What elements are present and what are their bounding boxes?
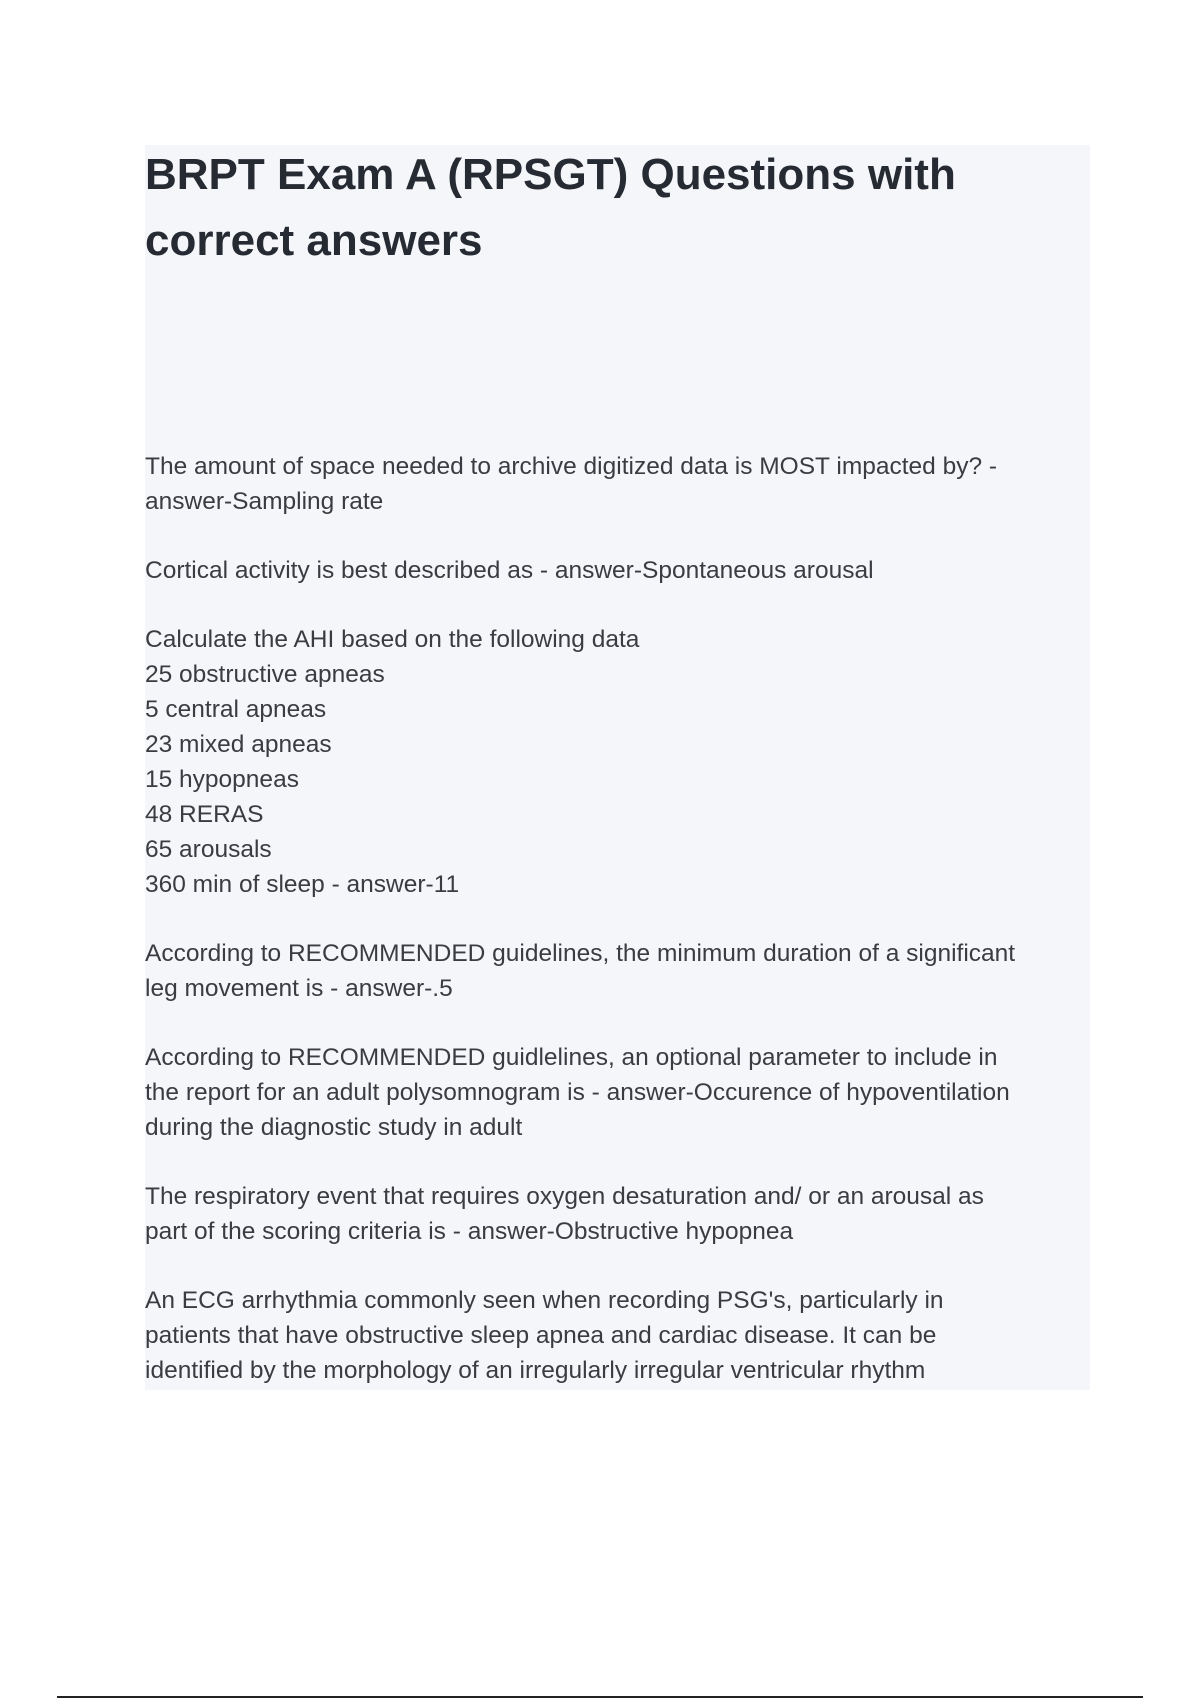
- item-line: According to RECOMMENDED guidelines, the minimum duration of a significant: [145, 940, 1016, 967]
- item-line: An ECG arrhythmia commonly seen when recording PSG's, particularly in: [145, 1287, 944, 1314]
- item-line: 15 hypopneas: [145, 766, 299, 793]
- item-line: The amount of space needed to archive digitized data is MOST impacted by? -: [145, 453, 998, 480]
- document-title: [145, 142, 1090, 274]
- item-line: 23 mixed apneas: [145, 731, 332, 758]
- item-line: part of the scoring criteria is - answer-Obstructive hypopnea: [145, 1218, 794, 1245]
- item-line: The respiratory event that requires oxygen desaturation and/ or an arousal as: [145, 1183, 984, 1210]
- item-line: 65 arousals: [145, 836, 272, 863]
- question-answer-item: [145, 553, 1090, 588]
- title-line: BRPT Exam A (RPSGT) Questions with: [145, 150, 956, 199]
- item-line: answer-Sampling rate: [145, 488, 384, 515]
- item-line: Cortical activity is best described as - answer-Spontaneous arousal: [145, 557, 874, 584]
- question-answer-list: [145, 449, 1090, 1422]
- footer-divider: [57, 1696, 1143, 1698]
- item-line: patients that have obstructive sleep apnea and cardiac disease. It can be: [145, 1322, 937, 1349]
- item-line: Calculate the AHI based on the following data: [145, 626, 640, 653]
- question-answer-item: [145, 449, 1090, 519]
- question-answer-item: [145, 1040, 1090, 1145]
- item-line: 48 RERAS: [145, 801, 264, 828]
- question-answer-item: [145, 1283, 1090, 1388]
- item-line: 25 obstructive apneas: [145, 661, 385, 688]
- item-line: According to RECOMMENDED guidlelines, an optional parameter to include in: [145, 1044, 998, 1071]
- question-answer-item: [145, 1179, 1090, 1249]
- item-line: 360 min of sleep - answer-11: [145, 871, 460, 898]
- item-line: the report for an adult polysomnogram is - answer-Occurence of hypoventilation: [145, 1079, 1010, 1106]
- item-line: 5 central apneas: [145, 696, 327, 723]
- item-line: during the diagnostic study in adult: [145, 1114, 523, 1141]
- item-line: leg movement is - answer-.5: [145, 975, 453, 1002]
- title-line: correct answers: [145, 216, 483, 265]
- question-answer-item: [145, 622, 1090, 902]
- item-line: identified by the morphology of an irregularly irregular ventricular rhythm: [145, 1357, 926, 1384]
- question-answer-item: [145, 936, 1090, 1006]
